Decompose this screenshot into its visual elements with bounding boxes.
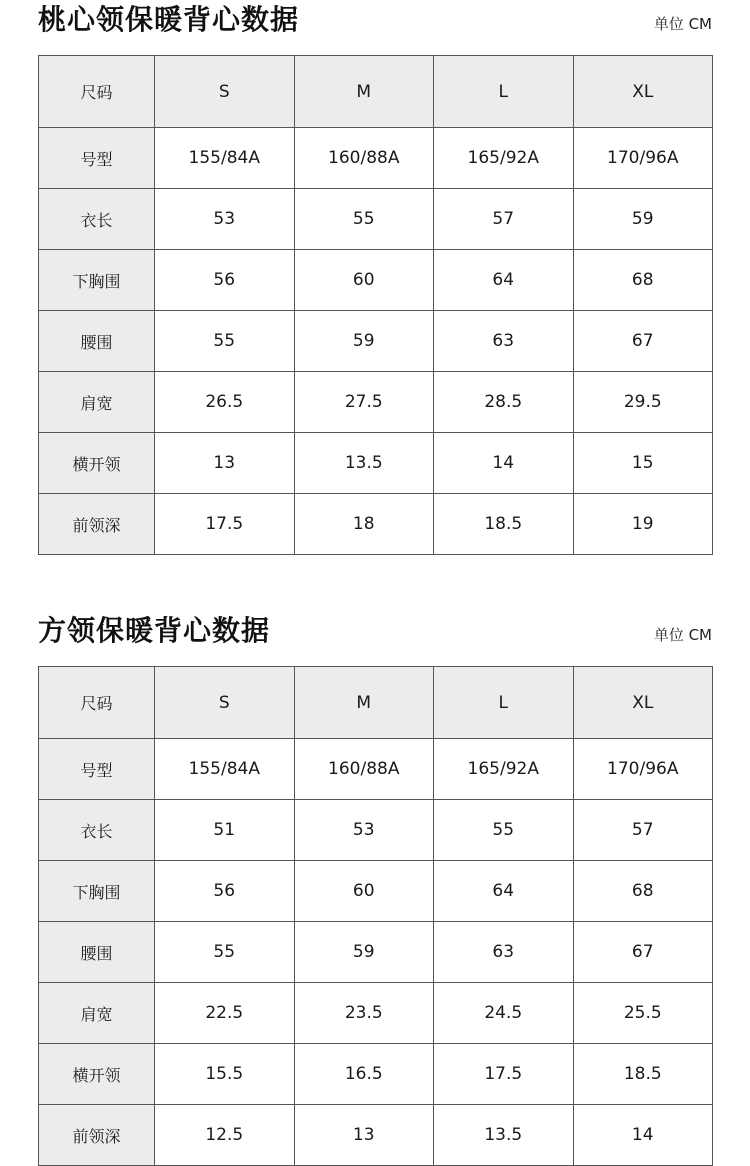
table-row [39, 128, 713, 189]
value-cell: 51 [155, 800, 295, 861]
value-cell: 28.5 [434, 372, 574, 433]
row-label-cell: 号型 [39, 739, 155, 800]
table-row [39, 433, 713, 494]
table-row [39, 861, 713, 922]
row-label-cell: 号型 [39, 128, 155, 189]
value-cell: 60 [294, 861, 434, 922]
value-cell: 25.5 [573, 983, 713, 1044]
table-row [39, 983, 713, 1044]
value-cell: 17.5 [434, 1044, 574, 1105]
size-header-cell: S [155, 667, 295, 739]
value-cell: 13 [294, 1105, 434, 1166]
value-cell: 12.5 [155, 1105, 295, 1166]
value-cell: 63 [434, 311, 574, 372]
value-cell: 57 [573, 800, 713, 861]
value-cell: 63 [434, 922, 574, 983]
value-cell: 64 [434, 861, 574, 922]
size-header-cell: XL [573, 56, 713, 128]
row-label-cell: 腰围 [39, 922, 155, 983]
value-cell: 57 [434, 189, 574, 250]
row-label-cell: 前领深 [39, 1105, 155, 1166]
value-cell: 64 [434, 250, 574, 311]
table-row [39, 372, 713, 433]
value-cell: 13 [155, 433, 295, 494]
value-cell: 15.5 [155, 1044, 295, 1105]
value-cell: 68 [573, 861, 713, 922]
size-header-cell: M [294, 667, 434, 739]
table-row [39, 739, 713, 800]
value-cell: 56 [155, 250, 295, 311]
row-label-cell: 下胸围 [39, 861, 155, 922]
value-cell: 68 [573, 250, 713, 311]
value-cell: 14 [573, 1105, 713, 1166]
table-row [39, 1105, 713, 1166]
value-cell: 59 [573, 189, 713, 250]
size-table [38, 55, 713, 555]
value-cell: 160/88A [294, 128, 434, 189]
value-cell: 27.5 [294, 372, 434, 433]
row-label-cell: 衣长 [39, 189, 155, 250]
row-label-cell: 衣长 [39, 800, 155, 861]
row-label-cell: 下胸围 [39, 250, 155, 311]
value-cell: 17.5 [155, 494, 295, 555]
value-cell: 165/92A [434, 128, 574, 189]
value-cell: 22.5 [155, 983, 295, 1044]
value-cell: 155/84A [155, 739, 295, 800]
value-cell: 53 [294, 800, 434, 861]
value-cell: 13.5 [294, 433, 434, 494]
section-title: 方领保暖背心数据 [38, 614, 271, 647]
value-cell: 19 [573, 494, 713, 555]
value-cell: 53 [155, 189, 295, 250]
row-label-cell: 横开领 [39, 433, 155, 494]
value-cell: 55 [434, 800, 574, 861]
value-cell: 59 [294, 922, 434, 983]
value-cell: 18.5 [434, 494, 574, 555]
table-row [39, 922, 713, 983]
unit-label: 单位 CM [653, 15, 712, 33]
value-cell: 15 [573, 433, 713, 494]
table-row [39, 311, 713, 372]
header-label-cell: 尺码 [39, 667, 155, 739]
value-cell: 55 [155, 922, 295, 983]
value-cell: 18 [294, 494, 434, 555]
value-cell: 160/88A [294, 739, 434, 800]
value-cell: 16.5 [294, 1044, 434, 1105]
value-cell: 170/96A [573, 128, 713, 189]
value-cell: 13.5 [434, 1105, 574, 1166]
value-cell: 165/92A [434, 739, 574, 800]
size-header-cell: XL [573, 667, 713, 739]
value-cell: 155/84A [155, 128, 295, 189]
row-label-cell: 横开领 [39, 1044, 155, 1105]
table-row [39, 189, 713, 250]
row-label-cell: 腰围 [39, 311, 155, 372]
value-cell: 24.5 [434, 983, 574, 1044]
value-cell: 60 [294, 250, 434, 311]
value-cell: 55 [294, 189, 434, 250]
value-cell: 56 [155, 861, 295, 922]
table-row [39, 800, 713, 861]
size-header-cell: L [434, 667, 574, 739]
table-row [39, 1044, 713, 1105]
header-label-cell: 尺码 [39, 56, 155, 128]
table-row [39, 250, 713, 311]
size-header-cell: S [155, 56, 295, 128]
value-cell: 59 [294, 311, 434, 372]
row-label-cell: 肩宽 [39, 983, 155, 1044]
value-cell: 170/96A [573, 739, 713, 800]
row-label-cell: 前领深 [39, 494, 155, 555]
table-row [39, 494, 713, 555]
value-cell: 14 [434, 433, 574, 494]
unit-label: 单位 CM [653, 626, 712, 644]
value-cell: 55 [155, 311, 295, 372]
header-row [39, 56, 713, 128]
value-cell: 18.5 [573, 1044, 713, 1105]
value-cell: 23.5 [294, 983, 434, 1044]
value-cell: 26.5 [155, 372, 295, 433]
size-header-cell: L [434, 56, 574, 128]
size-header-cell: M [294, 56, 434, 128]
header-row [39, 667, 713, 739]
section-title: 桃心领保暖背心数据 [38, 3, 300, 36]
value-cell: 29.5 [573, 372, 713, 433]
size-table [38, 666, 713, 1166]
value-cell: 67 [573, 922, 713, 983]
value-cell: 67 [573, 311, 713, 372]
row-label-cell: 肩宽 [39, 372, 155, 433]
